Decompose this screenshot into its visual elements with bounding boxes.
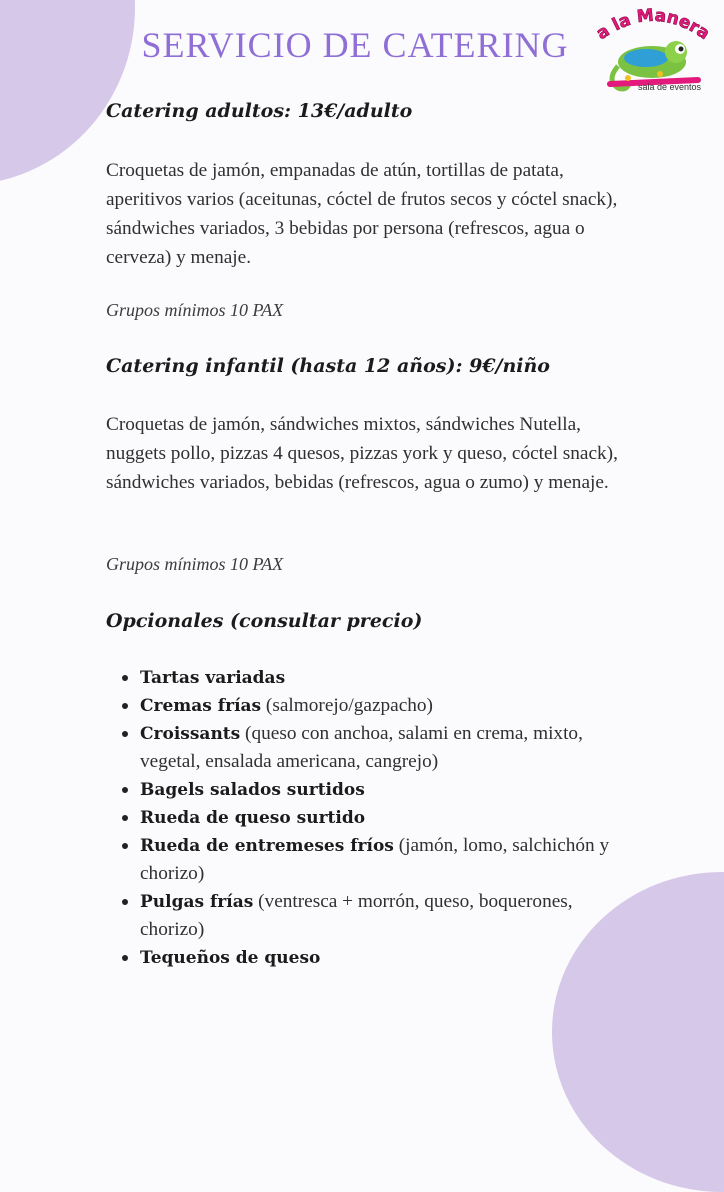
list-item xyxy=(140,832,630,888)
child-catering-heading: Catering infantil (hasta 12 años): 9€/niño xyxy=(106,355,550,377)
page-title: SERVICIO DE CATERING xyxy=(141,25,569,65)
child-minimum-group-note: Grupos mínimos 10 PAX xyxy=(106,554,284,574)
item-name: Croissants xyxy=(140,724,241,744)
child-catering-description: Croquetas de jamón, sándwiches mixtos, sándwiches Nutella, nuggets pollo, pizzas 4 quesos, pizzas york y queso, cóctel snack), sándwiches variados, bebidas (refrescos, agua o zumo) y menaje. xyxy=(106,414,618,493)
list-item xyxy=(140,804,630,832)
item-name: Rueda de entremeses fríos xyxy=(140,836,394,856)
list-item xyxy=(140,720,630,776)
item-name: Tartas variadas xyxy=(140,668,286,688)
svg-text:a la Manera xyxy=(593,6,713,44)
adult-minimum-group-note: Grupos mínimos 10 PAX xyxy=(106,300,284,320)
item-name: Pulgas frías xyxy=(140,892,254,912)
item-name: Cremas frías xyxy=(140,696,262,716)
item-detail: (jamón, lomo, salchichón y chorizo) xyxy=(140,835,610,884)
logo-subtitle: sala de eventos xyxy=(638,82,702,92)
adult-catering-description: Croquetas de jamón, empanadas de atún, tortillas de patata, aperitivos varios (aceitunas, cóctel de frutos secos y cóctel snack), sándwiches variados, 3 bebidas por persona (refrescos, agua o cerveza) y menaje. xyxy=(106,160,618,268)
adult-catering-heading: Catering adultos: 13€/adulto xyxy=(106,100,413,122)
list-item xyxy=(140,776,630,804)
list-item xyxy=(140,692,630,720)
list-item xyxy=(140,664,630,692)
list-item xyxy=(140,888,630,944)
item-name: Rueda de queso surtido xyxy=(140,808,366,828)
item-name: Bagels salados surtidos xyxy=(140,780,365,800)
list-item xyxy=(140,944,630,972)
optional-items-list xyxy=(140,664,630,972)
item-detail: (queso con anchoa, salami en crema, mixto, vegetal, ensalada americana, cangrejo) xyxy=(140,723,583,772)
item-name: Tequeños de queso xyxy=(140,948,321,968)
item-detail: (salmorejo/gazpacho) xyxy=(261,695,433,716)
item-detail: (ventresca + morrón, queso, boquerones, chorizo) xyxy=(140,891,573,940)
optional-items-heading: Opcionales (consultar precio) xyxy=(106,610,423,632)
logo-brand-text: a la Manera xyxy=(592,5,714,45)
